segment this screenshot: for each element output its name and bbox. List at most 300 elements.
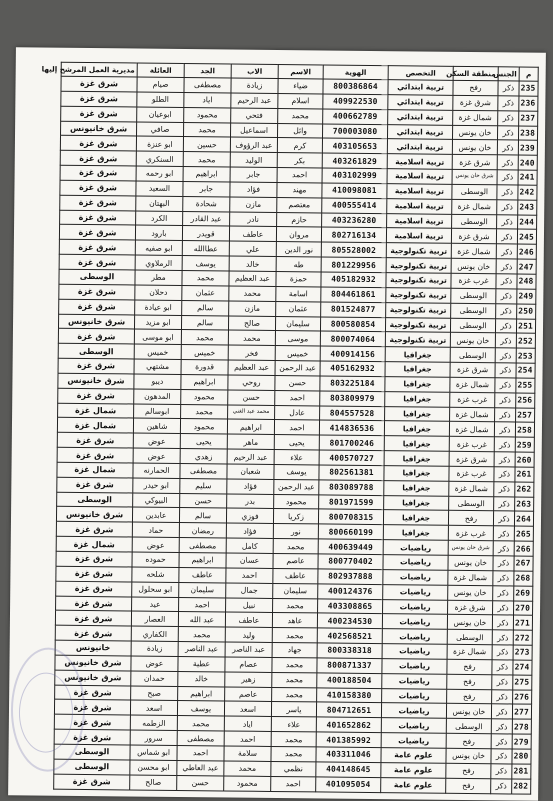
cell-region: رفح — [447, 689, 492, 704]
cell-row-number: 273 — [513, 645, 532, 660]
cell-row-number: 270 — [514, 601, 533, 616]
cell-region: الوسطى — [449, 496, 494, 511]
cell-row-number: 238 — [518, 126, 537, 141]
cell-gender: ذكر — [497, 140, 518, 155]
cell-grandfather-name: قويدر — [182, 226, 229, 241]
cell-specialty: تربية ابتدائي — [388, 94, 453, 110]
cell-id-number: 403105653 — [322, 138, 387, 154]
cell-directorate: شرق غزة — [56, 522, 132, 538]
cell-region: الوسطى — [447, 630, 492, 645]
cell-row-number: 281 — [512, 764, 531, 779]
cell-directorate: شرق غزة — [55, 611, 131, 627]
cell-father-name: مازن — [229, 301, 276, 316]
cell-family-name: عوض — [133, 448, 180, 463]
cell-gender: ذكر — [496, 229, 517, 244]
cell-first-name: عبد الرحمن — [274, 479, 319, 494]
cell-father-name: احمد — [226, 568, 273, 583]
cell-directorate: الوسطى — [58, 343, 134, 359]
cell-specialty: رياضيات — [382, 673, 447, 689]
cell-specialty: رياضيات — [382, 659, 447, 675]
col-header-father: الاب — [231, 64, 278, 78]
cell-grandfather-name: مصطفى — [184, 78, 231, 93]
cell-family-name: عوض — [131, 656, 178, 671]
cell-row-number: 254 — [516, 363, 535, 378]
cell-row-number: 245 — [517, 229, 536, 244]
cell-grandfather-name: محمد — [181, 404, 228, 419]
cell-gender: ذكر — [498, 110, 519, 125]
col-header-id: الهوية — [323, 65, 388, 80]
cell-first-name: نور — [273, 524, 318, 539]
cell-gender: ذكر — [491, 719, 512, 734]
cell-family-name: مشتهي — [134, 359, 181, 374]
cell-specialty: تربية ابتدائي — [387, 124, 452, 140]
cell-region: رفح — [446, 763, 491, 778]
cell-directorate: شرق غزة — [56, 581, 132, 597]
cell-gender: ذكر — [492, 675, 513, 690]
cell-family-name: حموده — [132, 552, 179, 567]
cell-id-number: 801700246 — [319, 435, 384, 451]
cell-specialty: تربية تكنولوجية — [386, 273, 451, 289]
cell-id-number: 401385992 — [316, 732, 381, 748]
cell-father-name: مازن — [230, 197, 277, 212]
cell-father-name: فتحي — [231, 108, 278, 123]
cell-id-number: 805528002 — [321, 242, 386, 258]
cell-grandfather-name: محمد — [181, 330, 228, 345]
cell-id-number: 801229956 — [321, 257, 386, 273]
cell-family-name: البهتان — [136, 196, 183, 211]
cell-specialty: رياضيات — [383, 599, 448, 615]
cell-gender: ذكر — [496, 259, 517, 274]
cell-specialty: جغرافيا — [385, 406, 450, 422]
cell-region: شمال غزة — [451, 244, 496, 259]
cell-directorate: شرق خانيونس — [58, 373, 134, 389]
cell-gender: ذكر — [497, 185, 518, 200]
cell-grandfather-name: سالم — [181, 315, 228, 330]
cell-region: الوسطى — [450, 347, 495, 362]
cell-directorate: شرق غزة — [55, 625, 131, 641]
cell-specialty: جغرافيا — [385, 347, 450, 363]
cell-family-name: ابو سحلول — [132, 582, 179, 597]
document-page — [8, 47, 546, 801]
cell-region: شمال غزة — [449, 481, 494, 496]
cell-father-name: نادر — [230, 212, 277, 227]
cell-directorate: شرق غزة — [54, 714, 130, 730]
cell-region: الوسطى — [450, 318, 495, 333]
cell-specialty: رياضيات — [382, 644, 447, 660]
cell-family-name: خميس — [134, 344, 181, 359]
cell-row-number: 262 — [515, 482, 534, 497]
cell-specialty: جغرافيا — [384, 421, 449, 437]
cell-id-number: 401095054 — [316, 777, 381, 793]
col-header-specialty: التخصص — [388, 66, 453, 81]
cell-family-name: عيد — [132, 597, 179, 612]
cell-first-name: زكريا — [273, 509, 318, 524]
cell-father-name: علي — [229, 241, 276, 256]
cell-first-name: معتصم — [277, 197, 322, 212]
cell-region: شمال غزة — [452, 199, 497, 214]
cell-gender: ذكر — [491, 749, 512, 764]
cell-specialty: جغرافيا — [383, 525, 448, 541]
cell-id-number: 400914156 — [320, 346, 385, 362]
cell-father-name: عصام — [225, 657, 272, 672]
cell-id-number: 400555414 — [322, 198, 387, 214]
cell-family-name: ابو عيادة — [135, 300, 182, 315]
cell-region: شمال غزة — [450, 407, 495, 422]
cell-directorate: شرق غزة — [61, 106, 137, 122]
cell-first-name: احمد — [275, 390, 320, 405]
cell-father-name: حسن — [228, 390, 275, 405]
cell-region: غرب غزة — [451, 273, 496, 288]
cell-row-number: 280 — [512, 749, 531, 764]
cell-gender: ذكر — [491, 764, 512, 779]
cell-region: خان يونس — [452, 140, 497, 155]
col-header-name: الاسم — [278, 64, 323, 78]
cell-id-number: 804712651 — [316, 702, 381, 718]
cell-region: شمال غزة — [450, 377, 495, 392]
cell-row-number: 263 — [515, 497, 534, 512]
cell-grandfather-name: سليمان — [179, 582, 226, 597]
cell-id-number: 403236280 — [322, 213, 387, 229]
cell-father-name: احمد — [224, 731, 271, 746]
cell-family-name: ابو رحمه — [136, 166, 183, 181]
cell-directorate: شرق غزة — [59, 239, 135, 255]
cell-id-number: 410098081 — [322, 183, 387, 199]
cell-id-number: 400124376 — [318, 584, 383, 600]
cell-grandfather-name: جابر — [183, 181, 230, 196]
cell-region: خان يونس — [448, 585, 493, 600]
cell-grandfather-name: عبد القادر — [183, 211, 230, 226]
cell-region: شمال غزة — [453, 110, 498, 125]
cell-id-number: 405182932 — [321, 272, 386, 288]
cell-family-name: ابو حيدر — [133, 478, 180, 493]
cell-first-name: بكر — [277, 153, 322, 168]
cell-grandfather-name: خالد — [178, 671, 225, 686]
cell-grandfather-name: سالم — [182, 300, 229, 315]
cell-father-name: فخر — [228, 345, 275, 360]
cell-id-number: 400639449 — [318, 539, 383, 555]
cell-first-name: اسامة — [276, 286, 321, 301]
cell-grandfather-name: عطية — [178, 656, 225, 671]
cell-father-name: خالد — [229, 256, 276, 271]
cell-first-name: اسلام — [278, 93, 323, 108]
cell-region: رفح — [446, 733, 491, 748]
cell-specialty: رياضيات — [381, 703, 446, 719]
cell-gender: ذكر — [496, 289, 517, 304]
cell-father-name: عبد الرحيم — [227, 449, 274, 464]
cell-id-number: 409922530 — [323, 94, 388, 110]
cell-family-name: زيادة — [131, 641, 178, 656]
cell-family-name: ابوعيان — [137, 107, 184, 122]
cell-row-number: 282 — [512, 779, 531, 794]
cell-specialty: جغرافيا — [384, 451, 449, 467]
cell-specialty: تربية اسلامية — [386, 228, 451, 244]
cell-directorate: الوسطى — [59, 269, 135, 285]
cell-father-name: محمد — [229, 286, 276, 301]
cell-directorate: شرق غزة — [60, 136, 136, 152]
cell-father-name: نبيل — [226, 598, 273, 613]
cell-directorate: شرق غزة — [59, 254, 135, 270]
cell-region: خان يونس — [452, 125, 497, 140]
cell-family-name: العصار — [131, 611, 178, 626]
cell-first-name: عاصم — [273, 553, 318, 568]
cell-directorate: شرق غزة — [60, 165, 136, 181]
cell-first-name: عثمان — [276, 301, 321, 316]
cell-first-name: مهند — [277, 182, 322, 197]
cell-first-name: وائل — [277, 123, 322, 138]
cell-directorate: شرق خانيونس — [58, 314, 134, 330]
cell-specialty: علوم عامة — [381, 748, 446, 764]
cell-father-name: فؤاد — [226, 523, 273, 538]
cell-family-name: الحمارنه — [133, 463, 180, 478]
cell-region: غرب غزة — [448, 526, 493, 541]
cell-id-number: 403261829 — [322, 153, 387, 169]
cell-father-name: اسماعيل — [230, 123, 277, 138]
cell-father-name: اسعد — [224, 701, 271, 716]
cell-directorate: شرق غزة — [59, 284, 135, 300]
cell-first-name: موسى — [275, 331, 320, 346]
cell-father-name: فؤاد — [230, 182, 277, 197]
cell-family-name: ابو صفيه — [135, 240, 182, 255]
cell-directorate: الوسطى — [54, 759, 130, 775]
cell-gender: ذكر — [495, 318, 516, 333]
cell-father-name: جابر — [230, 167, 277, 182]
cell-family-name: المدهون — [134, 389, 181, 404]
cell-father-name: شعبان — [227, 464, 274, 479]
cell-gender: ذكر — [497, 170, 518, 185]
cell-row-number: 252 — [516, 333, 535, 348]
cell-specialty: رياضيات — [382, 614, 447, 630]
cell-gender: ذكر — [493, 585, 514, 600]
cell-directorate: شرق غزة — [56, 596, 132, 612]
cell-first-name: محمد — [272, 657, 317, 672]
cell-father-name: محمد عبد الغني — [228, 405, 275, 420]
cell-first-name: محمد — [272, 628, 317, 643]
cell-father-name: عبد العظيم — [228, 360, 275, 375]
cell-region: غرب غزة — [450, 392, 495, 407]
cell-row-number: 242 — [518, 185, 537, 200]
cell-id-number: 700003080 — [322, 123, 387, 139]
cell-father-name: فؤاد — [227, 479, 274, 494]
cell-family-name: سرور — [130, 730, 177, 745]
cell-directorate: الوسطى — [54, 744, 130, 760]
cell-id-number: 401652862 — [316, 717, 381, 733]
cell-family-name: السعيد — [136, 181, 183, 196]
cell-gender: ذكر — [497, 155, 518, 170]
cell-first-name: محمد — [272, 672, 317, 687]
col-header-gender: الجنس — [498, 67, 519, 81]
cell-row-number: 265 — [514, 526, 533, 541]
cell-specialty: جغرافيا — [384, 436, 449, 452]
cell-family-name: دحلان — [135, 285, 182, 300]
cell-first-name: يوسف — [274, 464, 319, 479]
cell-first-name: عادل — [275, 405, 320, 420]
cell-directorate: شرق غزة — [61, 76, 137, 92]
col-header-no: م — [519, 67, 538, 81]
cell-region: رفح — [447, 674, 492, 689]
cell-grandfather-name: ابراهيم — [181, 374, 228, 389]
cell-row-number: 266 — [514, 541, 533, 556]
cell-first-name: سليمان — [275, 316, 320, 331]
cell-row-number: 253 — [516, 348, 535, 363]
cell-directorate: شرق خانيونس — [56, 507, 132, 523]
cell-row-number: 264 — [514, 511, 533, 526]
cell-row-number: 268 — [514, 571, 533, 586]
cell-row-number: 248 — [517, 274, 536, 289]
cell-family-name: الزطمه — [130, 715, 177, 730]
col-header-grandfather: الجد — [184, 64, 231, 78]
cell-family-name: مطر — [135, 270, 182, 285]
cell-first-name: حمزة — [276, 271, 321, 286]
cell-row-number: 239 — [518, 140, 537, 155]
cell-specialty: تربية ابتدائي — [387, 139, 452, 155]
cell-family-name: السنكري — [136, 151, 183, 166]
cell-father-name: بدر — [227, 494, 274, 509]
cell-specialty: رياضيات — [382, 688, 447, 704]
cell-first-name: محمود — [274, 494, 319, 509]
cell-gender: ذكر — [493, 600, 514, 615]
cell-gender: ذكر — [493, 571, 514, 586]
cell-region: خان يونس — [448, 555, 493, 570]
cell-gender: ذكر — [495, 378, 516, 393]
cell-grandfather-name: محمود — [180, 419, 227, 434]
cell-grandfather-name: محمد — [178, 627, 225, 642]
cell-directorate: شرق غزة — [54, 700, 130, 716]
cell-id-number: 403308865 — [318, 598, 383, 614]
cell-id-number: 803809979 — [320, 391, 385, 407]
cell-region: رفح — [446, 778, 491, 793]
cell-father-name: عاصم — [225, 687, 272, 702]
cell-first-name: احمد — [277, 168, 322, 183]
cell-grandfather-name: عاطف — [179, 567, 226, 582]
cell-grandfather-name: قدورة — [181, 360, 228, 375]
cell-id-number: 801524877 — [321, 302, 386, 318]
cell-father-name: عبد الناصر — [225, 642, 272, 657]
cell-specialty: تربية اسلامية — [387, 169, 452, 185]
cell-directorate: الوسطى — [57, 492, 133, 508]
cell-gender: ذكر — [497, 214, 518, 229]
cell-gender: ذكر — [497, 125, 518, 140]
cell-row-number: 244 — [518, 215, 537, 230]
cell-id-number: 800386864 — [323, 79, 388, 95]
cell-grandfather-name: مصطفى — [180, 463, 227, 478]
cell-directorate: شرق غزة — [58, 329, 134, 345]
cell-father-name: صالح — [228, 315, 275, 330]
cell-directorate: شرق غزة — [56, 551, 132, 567]
cell-row-number: 235 — [519, 81, 538, 96]
cell-gender: ذكر — [498, 96, 519, 111]
cell-directorate: شرق غزة — [61, 91, 137, 107]
cell-family-name: ابو مزيد — [134, 315, 181, 330]
cell-grandfather-name: حسن — [180, 493, 227, 508]
cell-family-name: حماد — [132, 522, 179, 537]
cell-grandfather-name: عبد الله — [178, 612, 225, 627]
cell-directorate: شرق غزة — [57, 432, 133, 448]
cell-directorate: شرق خانيونس — [61, 121, 137, 137]
cell-id-number: 802937888 — [318, 569, 383, 585]
cell-family-name: الطلو — [137, 92, 184, 107]
cell-id-number: 400234530 — [317, 613, 382, 629]
cell-region: خان يونس — [447, 615, 492, 630]
cell-region: خان يونس — [451, 258, 496, 273]
cell-father-name: عاطف — [225, 612, 272, 627]
cell-gender: ذكر — [493, 511, 514, 526]
cell-row-number: 241 — [518, 170, 537, 185]
cell-region: شرق خان يونس — [452, 169, 497, 184]
cell-first-name: حازم — [277, 212, 322, 227]
cell-row-number: 272 — [513, 630, 532, 645]
cell-first-name: محمد — [273, 539, 318, 554]
cell-grandfather-name: ابراهيم — [178, 686, 225, 701]
cell-father-name: سلامة — [224, 746, 271, 761]
cell-id-number: 802716134 — [321, 227, 386, 243]
cell-directorate: شرق غزة — [60, 210, 136, 226]
cell-family-name: عوض — [132, 537, 179, 552]
cell-first-name: نظمي — [271, 761, 316, 776]
cell-id-number: 800074064 — [320, 331, 385, 347]
cell-first-name: كرم — [277, 138, 322, 153]
cell-gender: ذكر — [495, 392, 516, 407]
cell-row-number: 247 — [517, 259, 536, 274]
cell-grandfather-name: شحادة — [183, 196, 230, 211]
cell-id-number: 804557528 — [320, 406, 385, 422]
cell-directorate: شرق غزة — [57, 477, 133, 493]
cell-grandfather-name: محمد — [183, 152, 230, 167]
cell-grandfather-name: حسن — [177, 775, 224, 790]
cell-region: الوسطى — [452, 184, 497, 199]
cell-specialty: رياضيات — [381, 718, 446, 734]
cell-father-name: عبد الرحيم — [231, 93, 278, 108]
cell-directorate: شرق غزة — [59, 225, 135, 241]
cell-specialty: علوم عامة — [381, 777, 446, 793]
cell-family-name: الكرد — [136, 211, 183, 226]
cell-directorate: شرق خانيونس — [55, 670, 131, 686]
cell-specialty: تربية تكنولوجية — [386, 243, 451, 259]
cell-gender: ذكر — [492, 660, 513, 675]
cell-first-name: محمد — [272, 687, 317, 702]
cell-id-number: 801971599 — [319, 495, 384, 511]
cell-family-name: البيوكي — [133, 493, 180, 508]
cell-id-number: 803089788 — [319, 480, 384, 496]
cell-directorate: شرق غزة — [55, 685, 131, 701]
cell-directorate: شرق غزة — [57, 447, 133, 463]
cell-specialty: جغرافيا — [385, 362, 450, 378]
cell-id-number: 400662789 — [323, 109, 388, 125]
cell-directorate: شمال غزة — [56, 536, 132, 552]
cell-gender: ذكر — [492, 689, 513, 704]
cell-gender: ذكر — [493, 541, 514, 556]
cell-grandfather-name: عبد العاطي — [177, 760, 224, 775]
cell-region: الوسطى — [452, 214, 497, 229]
cell-id-number: 800660199 — [318, 524, 383, 540]
cell-row-number: 261 — [515, 467, 534, 482]
cell-first-name: يحيى — [274, 435, 319, 450]
cell-father-name: كامل — [226, 538, 273, 553]
cell-row-number: 279 — [512, 734, 531, 749]
cell-region: شرق خان يونس — [448, 540, 493, 555]
cell-directorate: شرق غزة — [59, 299, 135, 315]
cell-grandfather-name: اياد — [184, 92, 231, 107]
cell-region: شمال غزة — [449, 422, 494, 437]
cell-region: شمال غزة — [448, 570, 493, 585]
cell-id-number: 405162932 — [320, 361, 385, 377]
cell-father-name: محمد — [228, 330, 275, 345]
cell-gender: ذكر — [494, 437, 515, 452]
cell-first-name: جهاد — [272, 643, 317, 658]
cell-grandfather-name: يوسف — [182, 256, 229, 271]
cell-family-name: صافي — [137, 122, 184, 137]
cell-father-name: ماهر — [227, 434, 274, 449]
cell-specialty: جغرافيا — [384, 495, 449, 511]
